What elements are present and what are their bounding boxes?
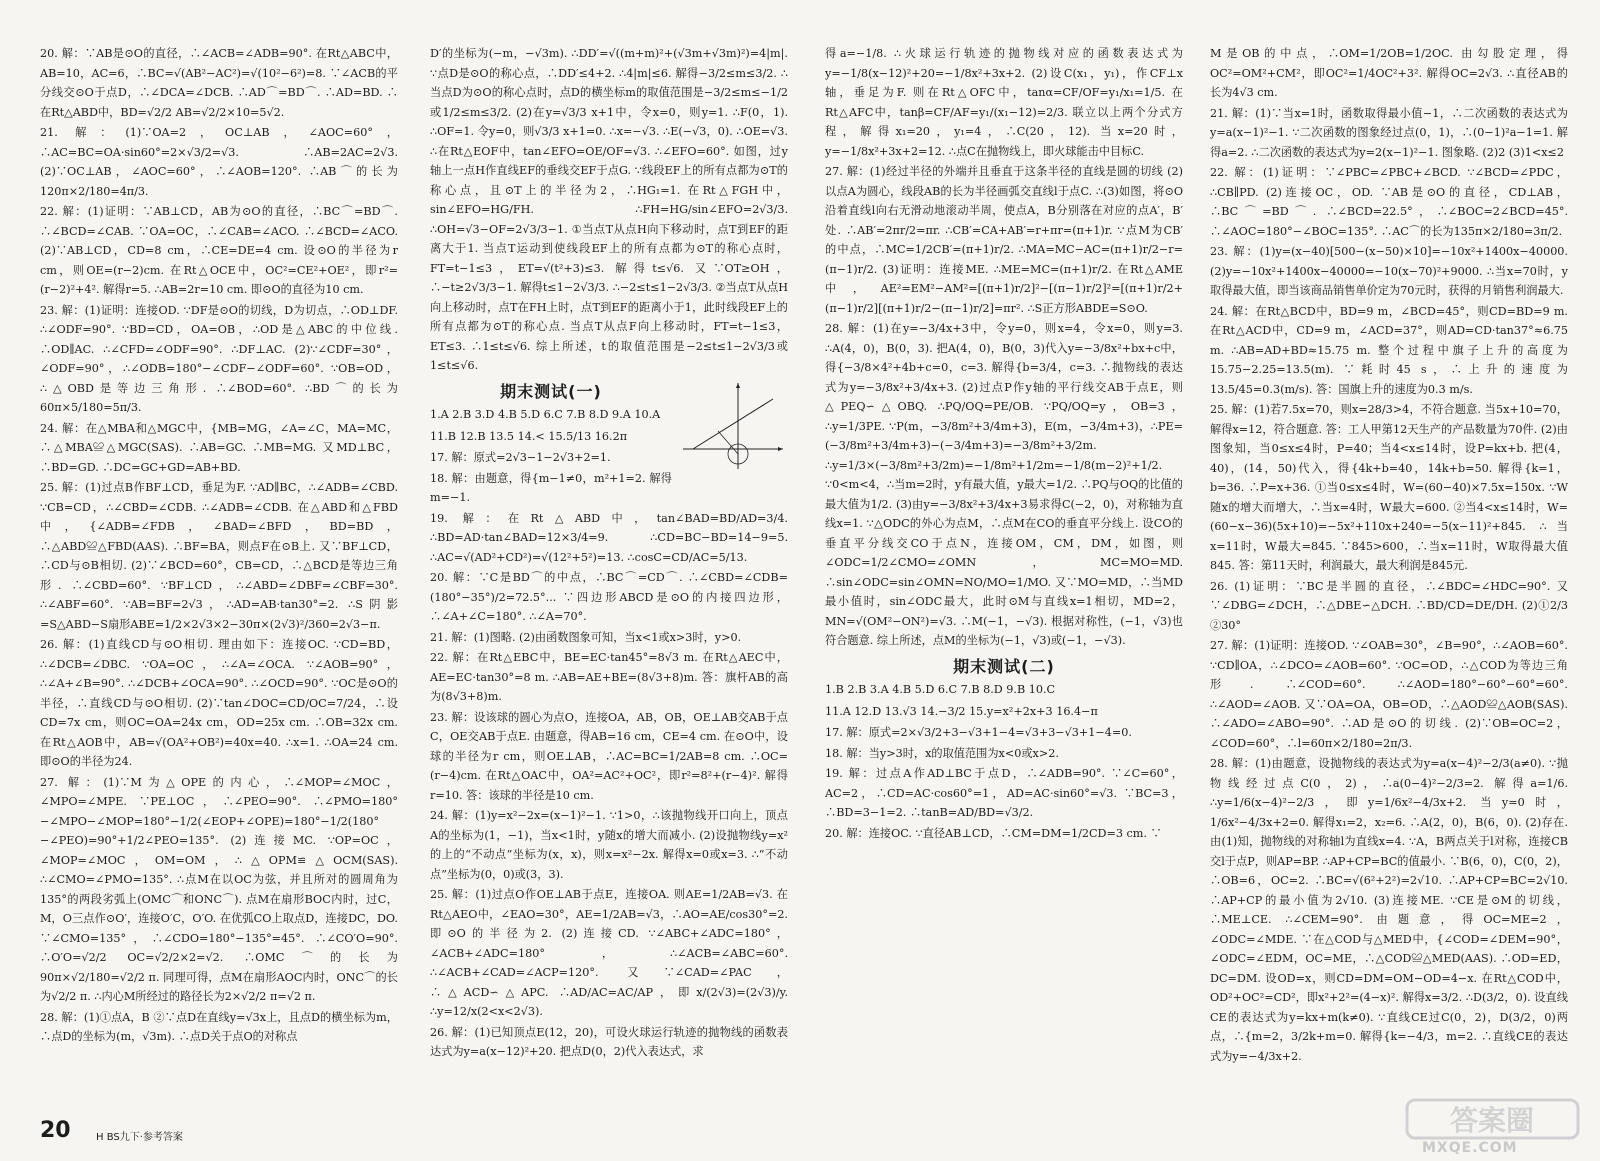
answer-paragraph: 26. 解：(1)已知顶点E(12，20)，可设火球运行轨迹的抛物线的函数表达式为y=a(x−12)²+20. 把点D(0，2)代入表达式，求 [430, 1025, 788, 1058]
choice-answers-row-2: 11.B 12.B 13.5 14.< 15.5/13 16.2π [430, 429, 628, 443]
column-2 [430, 44, 788, 1104]
coordinate-figure-1 [678, 379, 788, 474]
answer-paragraph: 24. 解：(1)y=x²−2x=(x−1)²−1. ∵1>0，∴该抛物线开口向上，顶点A的坐标为(1，−1)，当x<1时，y随x的增大而减小. (2)设抛物线y=x²的上的“不动点”坐标为(x，x)，则x=x²−2x. 解得x=0或x=3. ∴“不动点”坐标为(0，0)或(3，3). [430, 809, 788, 881]
column-2-answers-a [430, 44, 788, 376]
answer-paragraph: 25. 解：(1)过点B作BF⊥CD，垂足为F. ∵AD∥BC，∴∠ADB=∠CBD. ∵CB=CD，∴∠CBD=∠CDB. ∴∠ADB=∠CDB. 在△ABD和△FBD中，{∠ADB=∠FDB，∠BAD=∠BFD，BD=BD，∴△ABD≌△FBD(AAS). ∴BF=BA，则点F在⊙B上. 又∵BF⊥CD，∴CD与⊙B相切. (2)∵∠BCD=60°，CB=CD，∴△BCD是等边三角形. ∴∠CBD=60°. ∵BF⊥CD，∴∠ABD=∠DBF=∠CBF=30°. ∴∠ABF=60°. ∵AB=BF=2√3，∴AD=AB·tan30°=2. ∴S阴影=S△ABD−S扇形ABE=1/2×2√3×2−30π×(2√3)²/360=2√3−π. [40, 481, 398, 631]
answer-paragraph: 22. 解：(1)证明：∵∠PBC=∠PBC+∠BCD. ∵∠BCD=∠PDC，∴CB∥PD. (2)连接OC，OD. ∵AB是⊙O的直径，CD⊥AB，∴BC⌒=BD⌒. ∴∠BCD=22.5°，∴∠BOC=2∠BCD=45°. ∴∠AOC=180°−∠BOC=135°. ∴AC⌒的长为135π×2/180=3π/2. [1210, 166, 1568, 238]
choice-answers-row-3: 1.B 2.B 3.A 4.B 5.D 6.C 7.B 8.D 9.B 10.C [825, 683, 1056, 696]
answer-paragraph: 21. 解：(1)∵当x=1时，函数取得最小值−1，∴二次函数的表达式为y=a(x−1)²−1. ∵二次函数的图象经过点(0，1)，∴(0−1)²a−1=1. 解得a=2. ∴二次函数的表达式为y=2(x−1)²−1. 图象略. (2)2 (3)1<x≤2 [1210, 106, 1568, 159]
answer-paragraph: 27. 解：(1)∵M为△OPE的内心，∴∠MOP=∠MOC，∠MPO=∠MPE. ∵PE⊥OC，∴∠PEO=90°. ∴∠PMO=180°−∠MPO−∠MOP=180°−1/2(∠EOP+∠OPE)=180°−1/2(180°−∠PEO)=90°+1/2∠PEO=135°. (2)连接MC. ∵OP=OC，∠MOP=∠MOC，OM=OM，∴△OPM≌△OCM(SAS). ∴∠CMO=∠PMO=135°. ∴点M在以OC为弦，并且所对的圆周角为135°的两段劣弧上(OMC⌒和ONC⌒). 点M在扇形BOC内时，过C，M，O三点作⊙O′，连接O′C，O′O. 在优弧CO上取点D，连接DC，DO. ∵∠CMO=135°，∴∠CDO=180°−135°=45°. ∴∠CO′O=90°. ∴O′O=√2/2 OC=√2/2×2=√2. ∴OMC⌒的长为90π×√2/180=√2/2 π. 同理可得，点M在扇形AOC内时，ONC⌒的长为√2/2 π. ∴内心M所经过的路径长为2×√2/2 π=√2 π. [40, 775, 398, 1003]
column-1 [40, 44, 398, 1104]
answer-paragraph: 22. 解：(1)证明：∵AB⊥CD，AB为⊙O的直径，∴BC⌒=BD⌒. ∴∠BCD=∠CAB. ∵OA=OC，∴∠CAB=∠ACO. ∴∠BCD=∠ACO. (2)∵AB⊥CD，CD=8 cm，∴CE=DE=4 cm. 设⊙O的半径为r cm，则OE=(r−2)cm. 在Rt△OCE中，OC²=CE²+OE²，即r²=(r−2)²+4². 解得r=5. ∴AB=2r=10 cm. 即⊙O的直径为10 cm. [40, 205, 398, 296]
answer-paragraph: D′的坐标为(−m，−√3m). ∴DD′=√((m+m)²+(√3m+√3m)²)=4|m|. ∵点D是⊙O的称心点，∴DD′≤4+2. ∴4|m|≤6. 解得−3/2≤m≤3/2. ∴当点D为⊙O的称心点时，点D的横坐标m的取值范围是−3/2≤m≤−1/2或1/2≤m≤3/2. (2)在y=√3/3 x+1中，令x=0，则y=1. ∴F(0，1). ∴OF=1. 令y=0，则√3/3 x+1=0. ∴x=−√3. ∴E(−√3，0). ∴OE=√3. ∴在Rt△EOF中，tan∠EFO=OE/OF=√3. ∴∠EFO=60°. 如图，过y轴上一点H作直线EF的垂线交EF于点G. ∵线段EF上的所有点都为⊙T的称心点，且⊙T上的半径为2，∴HG₁=1. 在Rt△FGH中，sin∠EFO=HG/FH. ∴FH=HG/sin∠EFO=2√3/3. ∴OH=√3−OF=2√3/3−1. ①当点T从点H向下移动时，点T到EF的距离大于1. 当点T运动到使线段EF上的所有点都为⊙T的称心点时，FT=t−1≤3，ET=√(t²+3)≤3. 解得t≤√6. 又∵OT≥OH，∴−t≥2√3/3−1. 解得t≤1−2√3/3. ∴−2≤t≤1−2√3/3. ②当点T从点H向上移动时，点T在FH上时，点T到EF的距离小于1，此时线段EF上的所有点都为⊙T的称心点. 当点T从点F向上移动时，FT=t−1≤3，ET≤3. ∴1≤t≤√6. 综上所述，t的取值范围是−2≤t≤1−2√3/3或1≤t≤√6. [430, 47, 788, 372]
answer-paragraph: 23. 解：(1)证明：连接OD. ∵DF是⊙O的切线，D为切点，∴OD⊥DF. ∴∠ODF=90°. ∵BD=CD，OA=OB，∴OD是△ABC的中位线. ∴OD∥AC. ∴∠CFD=∠ODF=90°. ∴DF⊥AC. (2)∵∠CDF=30°，∠ODF=90°，∴∠ODB=180°−∠CDF−∠ODF=60°. ∵OB=OD，∴△OBD是等边三角形. ∴∠BOD=60°. ∴BD⌒的长为60π×5/180=5π/3. [40, 303, 398, 414]
column-2-answers-b [430, 448, 788, 1062]
answer-paragraph: 23. 解：设该球的圆心为点O，连接OA，AB，OB，OE⊥AB交AB于点C，OE交AB于点E. 由题意，得AB=16 cm，CE=4 cm. 在⊙O中，设球的半径为r cm，则OE⊥AB，∴AC=BC=1/2AB=8 cm. ∴OC=(r−4)cm. 在Rt△OAC中，OA²=AC²+OC²，即r²=8²+(r−4)². 解得r=10. 答：该球的半径是10 cm. [430, 710, 788, 802]
answer-paragraph: 18. 解：由题意，得{m−1≠0，m²+1=2. 解得m=−1. [430, 471, 672, 504]
section-title-final-test-2: 期末测试(二) [953, 656, 1055, 676]
answer-paragraph: 25. 解：(1)若7.5x=70，则x=28/3>4，不符合题意. 当5x+10=70，解得x=12，符合题意. 答：工人甲第12天生产的产品数量为70件. (2)由图象知，当0≤x≤4时，P=40；当4<x≤14时，设P=kx+b. 把(4，40)，(14，50)代入，得{4k+b=40，14k+b=50. 解得{k=1，b=36. ∴P=x+36. ①当0≤x≤4时，W=(60−40)×7.5x=150x. ∵W随x的增大而增大，∴当x=4时，W最大=600. ②当4<x≤14时，W=(60−x−36)(5x+10)=−5x²+110x+240=−5(x−11)²+845. ∴当x=11时，W最大=845. ∵845>600，∴当x=11时，W取得最大值845. 答：第11天时，利润最大，最大利润是845元. [1210, 403, 1568, 572]
section-title-final-test-1: 期末测试(一) [500, 381, 602, 401]
watermark-url: MXQE.COM [1422, 1140, 1518, 1156]
answer-paragraph: M是OB的中点，∴OM=1/2OB=1/2OC. 由勾股定理，得OC²=OM²+CM²，即OC²=1/4OC²+3². 解得OC=2√3. ∴直径AB的长为4√3 cm. [1210, 47, 1568, 99]
answer-paragraph: 27. 解：(1)证明：连接OD. ∵∠OAB=30°，∠B=90°，∴∠AOB=60°. ∵CD∥OA，∴∠DCO=∠AOB=60°. ∵OC=OD，∴△COD为等边三角形. ∴∠COD=60°. ∴∠AOD=180°−60°−60°=60°. ∴∠AOD=∠AOB. 又∵OA=OA，OB=OD，∴△AOD≌△AOB(SAS). ∴∠ADO=∠ABO=90°. ∴AD是⊙O的切线. (2)∵OB=OC=2，∠COD=60°，∴l=60π×2/180=2π/3. [1210, 639, 1568, 750]
answer-paragraph: 24. 解：在Rt△BCD中，BD=9 m，∠BCD=45°，则CD=BD=9 m. 在Rt△ACD中，CD=9 m，∠ACD=37°，则AD=CD·tan37°≈6.75 m. ∴AB=AD+BD≈15.75 m. 整个过程中旗子上升的高度为15.75−2.25=13.5(m). ∵耗时45 s，∴上升的速度为13.5/45=0.3(m/s). 答：国旗上升的速度为0.3 m/s. [1210, 304, 1568, 396]
answer-paragraph: 得a=−1/8. ∴火球运行轨迹的抛物线对应的函数表达式为y=−1/8(x−12)²+20=−1/8x²+3x+2. (2)设C(x₁，y₁)，作CF⊥x轴，垂足为F. 则在Rt△OFC中，tanα=CF/OF=y₁/x₁=1/5. 在Rt△AFC中，tanβ=CF/AF=y₁/(x₁−12)=2/3. 联立以上两个分式方程，解得x₁=20，y₁=4，∴C(20，12). 当x=20时，y=−1/8x²+3x+2=12. ∴点C在抛物线上，即火球能击中目标C. [825, 47, 1183, 158]
answer-paragraph: 26. 解：(1)直线CD与⊙O相切. 理由如下：连接OC. ∵CD=BD，∴∠DCB=∠DBC. ∵OA=OC，∴∠A=∠OCA. ∵∠AOB=90°，∴∠A+∠B=90°. ∴∠DCB+∠OCA=90°. ∴∠OCD=90°. ∵OC是⊙O的半径，∴直线CD与⊙O相切. (2)∵tan∠DOC=CD/OC=7/24，∴设CD=7x cm，则OC=OA=24x cm，OD=25x cm. ∴OB=32x cm. 在Rt△AOB中，AB=√(OA²+OB²)=40x=40. ∴x=1. ∴OA=24 cm. 即⊙O的半径为24. [40, 638, 398, 768]
answer-paragraph: 24. 解：在△MBA和△MGC中，{MB=MG，∠A=∠C，MA=MC，∴△MBA≌△MGC(SAS). ∴AB=GC. ∴MB=MG. 又MD⊥BC，∴BD=GD. ∴DC=GC+GD=AB+BD. [40, 421, 398, 474]
answer-paragraph: 21. 解：(1)∵OA=2，OC⊥AB，∠AOC=60°，∴AC=BC=OA·sin60°=2×√3/2=√3. ∴AB=2AC=2√3. (2)∵OC⊥AB，∠AOC=60°，∴∠AOB=120°. ∴AB⌒的长为120π×2/180=4π/3. [40, 126, 398, 198]
answer-paragraph: 20. 解：∵AB是⊙O的直径，∴∠ACB=∠ADB=90°. 在Rt△ABC中，AB=10，AC=6，∴BC=√(AB²−AC²)=√(10²−6²)=8. ∵∠ACB的平分线交⊙O于点D，∴∠DCA=∠DCB. ∴AD⌒=BD⌒. ∴AD=BD. ∴在Rt△ABD中，BD=√2/2 AB=√2/2×10=5√2. [40, 47, 398, 119]
answer-paragraph: 17. 解：原式=2×√3/2+3−√3+1−4=√3+3−√3+1−4=0. [825, 726, 1132, 739]
answer-paragraph: 25. 解：(1)过点O作OE⊥AB于点E，连接OA. 则AE=1/2AB=√3. 在Rt△AEO中，∠EAO=30°，AE=1/2AB=√3，∴AO=AE/cos30°=2. 即⊙O的半径为2. (2)连接CD. ∵∠ABC+∠ADC=180°，∠ACB+∠ADC=180°，∴∠ACB=∠ABC=60°. ∴∠ACB+∠CAD=∠ACP=120°. 又∵∠CAD=∠PAC，∴△ACD∽△APC. ∴AD/AC=AC/AP，即x/(2√3)=(2√3)/y. ∴y=12/x(2<x<2√3). [430, 888, 788, 1018]
answer-paragraph: 19. 解：在Rt△ABD中，tan∠BAD=BD/AD=3/4. ∴BD=AD·tan∠BAD=12×3/4=9. ∴CD=BC−BD=14−9=5. ∴AC=√(AD²+CD²)=√(12²+5²)=13. ∴cosC=CD/AC=5/13. [430, 511, 788, 564]
column-3-answers-a [825, 44, 1183, 651]
answer-paragraph: 28. 解：(1)①点A，B ②∵点D在直线y=√3x上，且点D的横坐标为m，∴点D的坐标为(m，√3m). ∴点D关于点O的对称点 [40, 1010, 398, 1043]
column-3-answers-b [825, 723, 1183, 843]
page-number: 20 [40, 1118, 71, 1143]
answer-paragraph: 20. 解：∵C是BD⌒的中点，∴BC⌒=CD⌒. ∴∠CBD=∠CDB=(180°−35°)/2=72.5°... ∵四边形ABCD是⊙O的内接四边形，∴∠A+∠C=180°. ∴∠A=70°. [430, 571, 788, 623]
answer-paragraph: 28. 解：(1)在y=−3/4x+3中，令y=0，则x=4，令x=0，则y=3. ∴A(4，0)，B(0，3). 把A(4，0)，B(0，3)代入y=−3/8x²+bx+c中，得{−3/8×4²+4b+c=0，c=3. 解得{b=3/4，c=3. ∴抛物线的表达式为y=−3/8x²+3/4x+3. (2)过点P作y轴的平行线交AB于点E，则△PEQ∽△OBQ. ∴PQ/OQ=PE/OB. ∵PQ/OQ=y，OB=3，∴y=1/3PE. ∵P(m，−3/8m²+3/4m+3)，E(m，−3/4m+3)，∴PE=(−3/8m²+3/4m+3)−(−3/4m+3)=−3/8m²+3/2m. ∴y=1/3×(−3/8m²+3/2m)=−1/8m²+1/2m=−1/8(m−2)²+1/2. ∵0<m<4，∴当m=2时，y有最大值，y最大=1/2. ∴PQ与OQ的比值的最大值为1/2. (3)由y=−3/8x²+3/4x+3易求得C(−2，0)，对称轴为直线x=1. ∵△ODC的外心为点M，∴点M在CO的垂直平分线上. 设CO的垂直平分线交CO于点N，连接OM，CM，DM，如图，则∠ODC=1/2∠CMO=∠OMN，MC=MO=MD. ∴sin∠ODC=sin∠OMN=NO/MO=1/MO. 又∵MO=MD，∴当MD最小值时，sin∠ODC最大，此时⊙M与直线x=1相切，MD=2，MN=√(OM²−ON²)=√3. ∴M(−1，−√3). 根据对称性，(−1，√3)也符合题意. 综上所述，点M的坐标为(−1，√3)或(−1，−√3). [825, 322, 1183, 647]
answer-paragraph: 17. 解：原式=2√3−1−2√3+2=1. [430, 451, 611, 464]
answer-paragraph: 22. 解：在Rt△EBC中，BE=EC·tan45°=8√3 m. 在Rt△AEC中，AE=EC·tan30°=8 m. ∴AB=AE+BE=(8√3+8)m. 答：旗杆AB的高为(8√3+8)m. [430, 651, 788, 703]
answer-paragraph: 19. 解：过点A作AD⊥BC于点D，∴∠ADB=90°. ∵∠C=60°，AC=2，∴CD=AC·cos60°=1，AD=AC·sin60°=√3. ∵BC=3，∴BD=3−1=2. ∴tanB=AD/BD=√3/2. [825, 767, 1183, 819]
answer-paragraph: 28. 解：(1)由题意，设抛物线的表达式为y=a(x−4)²−2/3(a≠0). ∵抛物线经过点C(0，2)，∴a(0−4)²−2/3=2. 解得a=1/6. ∴y=1/6(x−4)²−2/3，即y=1/6x²−4/3x+2. 当y=0时，1/6x²−4/3x+2=0. 解得x₁=2，x₂=6. ∴A(2，0)，B(6，0). (2)存在. 由(1)知，抛物线的对称轴l为直线x=4. ∵A，B两点关于l对称，连接CB交l于点P，则AP=BP. ∴AP+CP=BC的值最小. ∵B(6，0)，C(0，2)，∴OB=6，OC=2. ∴BC=√(6²+2²)=2√10. ∴AP+CP=BC=2√10. ∴AP+CP的最小值为2√10. (3)连接ME. ∵CE是⊙M的切线，∴ME⊥CE. ∴∠CEM=90°. 由题意，得OC=ME=2，∠ODC=∠MDE. ∵在△COD与△MED中，{∠COD=∠DEM=90°，∠ODC=∠EDM，OC=ME，∴△COD≌△MED(AAS). ∴OD=ED，DC=DM. 设OD=x，则CD=DM=OM−OD=4−x. 在Rt△COD中，OD²+OC²=CD²，即x²+2²=(4−x)². 解得x=3/2. ∴D(3/2，0). 设直线CE的表达式为y=kx+m(k≠0). ∵直线CE过C(0，2)，D(3/2，0)两点，∴{m=2，3/2k+m=0. 解得{k=−4/3，m=2. ∴直线CE的表达式为y=−4/3x+2. [1210, 757, 1568, 1063]
answer-paragraph: 26. (1)证明：∵BC是半圆的直径，∴∠BDC=∠HDC=90°. 又∵∠DBG=∠DCH，∴△DBE∽△DCH. ∴BD/CD=DE/DH. (2)①2/3 ②30° [1210, 579, 1568, 632]
answer-paragraph: 20. 解：连接OC. ∵直径AB⊥CD，∴CM=DM=1/2CD=3 cm. ∵ [825, 826, 1162, 840]
column-4 [1210, 44, 1568, 1104]
answer-paragraph: 18. 解：当y>3时，x的取值范围为x<0或x>2. [825, 746, 1059, 760]
footer-text: H BS九下·参考答案 [96, 1132, 183, 1143]
column-3 [825, 44, 1183, 1104]
watermark-logo-text: 答案圈 [1449, 1104, 1535, 1137]
answer-paragraph: 27. 解：(1)经过半径的外端并且垂直于这条半径的直线是圆的切线 (2)以点A为圆心，线段AB的长为半径画弧交直线l于点C. ∴(3)如图，将⊙O沿着直线l向右无滑动地滚动半周，使点A，B分别落在对应的点A′，B′处. ∴AB′=2πr/2=πr. ∴CB′=CA+AB′=r+πr=(π+1)r. ∵点M为CB′的中点，∴MC=1/2CB′=(π+1)r/2. ∴MA=MC−AC=(π+1)r/2−r=(π−1)r/2. (3)证明：连接ME. ∴ME=MC=(π+1)r/2. 在Rt△AME中，AE²=EM²−AM²=[(π+1)r/2]²−[(π−1)r/2]²=[(π+1)r/2+(π−1)r/2][(π+1)r/2−(π−1)r/2]=πr². ∴S正方形ABDE=S⊙O. [825, 165, 1183, 315]
answer-paragraph: 23. 解：(1)y=(x−40)[500−(x−50)×10]=−10x²+1400x−40000. (2)y=−10x²+1400x−40000=−10(x−70)²+9000. ∴当x=70时，y取得最大值，即当该商品销售单价定为70元时，获得的月销售利润最大. [1210, 245, 1568, 297]
choice-answers-row-1: 1.A 2.B 3.D 4.B 5.D 6.C 7.B 8.D 9.A 10.A [430, 408, 661, 421]
answer-paragraph: 21. 解：(1)图略. (2)由函数图象可知，当x<1或x>3时，y>0. [430, 630, 742, 644]
choice-answers-row-4: 11.A 12.D 13.√3 14.−3/2 15.y=x²+2x+3 16.4−π [825, 704, 1098, 718]
